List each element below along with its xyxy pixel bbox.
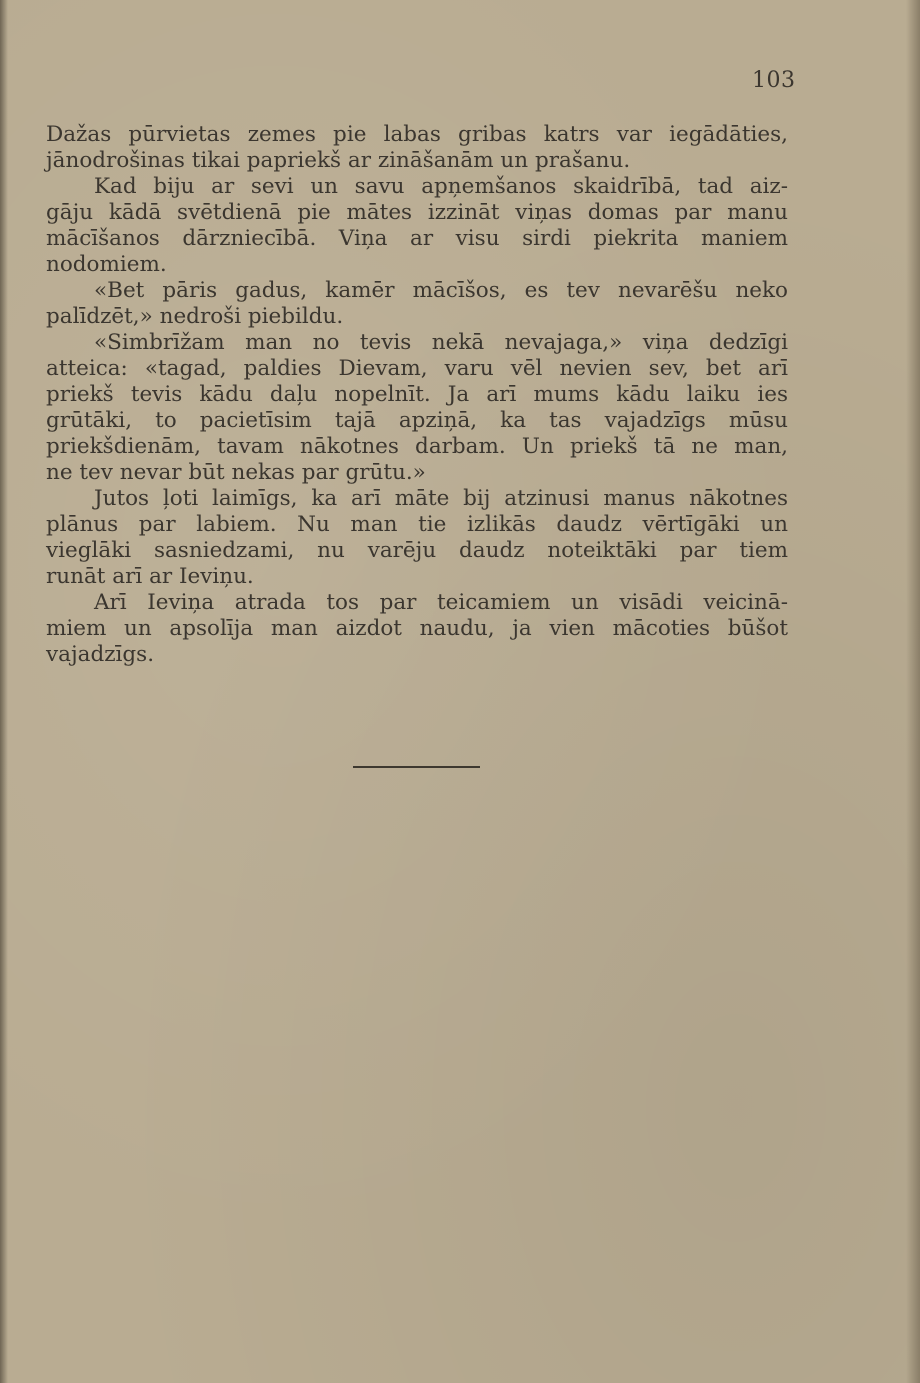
text-line: nodomiem. (46, 252, 167, 277)
text-line: priekš tevis kādu daļu nopelnīt. Ja arī mums kādu laiku ies (46, 382, 788, 407)
page-right-edge-shadow (906, 0, 920, 1383)
text-line: «Bet pāris gadus, kamēr mācīšos, es tev nevarēšu neko (94, 278, 788, 303)
text-line: jānodrošinas tikai papriekš ar zināšanām un prašanu. (46, 148, 631, 173)
section-divider (353, 766, 480, 768)
text-line: Kad biju ar sevi un savu apņemšanos skaidrībā, tad aiz- (94, 174, 788, 199)
text-line: «Simbrīžam man no tevis nekā nevajaga,» viņa dedzīgi (94, 330, 788, 355)
text-line: miem un apsolīja man aizdot naudu, ja vien mācoties būšot (46, 616, 788, 641)
text-line: grūtāki, to pacietīsim tajā apziņā, ka tas vajadzīgs mūsu (46, 408, 788, 433)
text-line: atteica: «tagad, paldies Dievam, varu vēl nevien sev, bet arī (46, 356, 788, 381)
text-line: vajadzīgs. (46, 642, 155, 667)
text-line: plānus par labiem. Nu man tie izlikās daudz vērtīgāki un (46, 512, 788, 537)
text-line: gāju kādā svētdienā pie mātes izzināt viņas domas par manu (46, 200, 788, 225)
text-line: Arī Ieviņa atrada tos par teicamiem un visādi veicinā- (94, 590, 788, 615)
text-line: ne tev nevar būt nekas par grūtu.» (46, 460, 426, 485)
text-line: mācīšanos dārzniecībā. Viņa ar visu sirdi piekrita maniem (46, 226, 788, 251)
text-line: palīdzēt,» nedroši piebildu. (46, 304, 344, 329)
text-line: Dažas pūrvietas zemes pie labas gribas katrs var iegādāties, (46, 122, 788, 147)
page-left-edge-shadow (0, 0, 8, 1383)
text-line: runāt arī ar Ieviņu. (46, 564, 254, 589)
text-line: Jutos ļoti laimīgs, ka arī māte bij atzinusi manus nākotnes (94, 486, 788, 511)
text-line: vieglāki sasniedzami, nu varēju daudz noteiktāki par tiem (46, 538, 788, 563)
page-number: 103 (752, 68, 796, 93)
text-line: priekšdienām, tavam nākotnes darbam. Un priekš tā ne man, (46, 434, 788, 459)
body-text (46, 122, 788, 668)
